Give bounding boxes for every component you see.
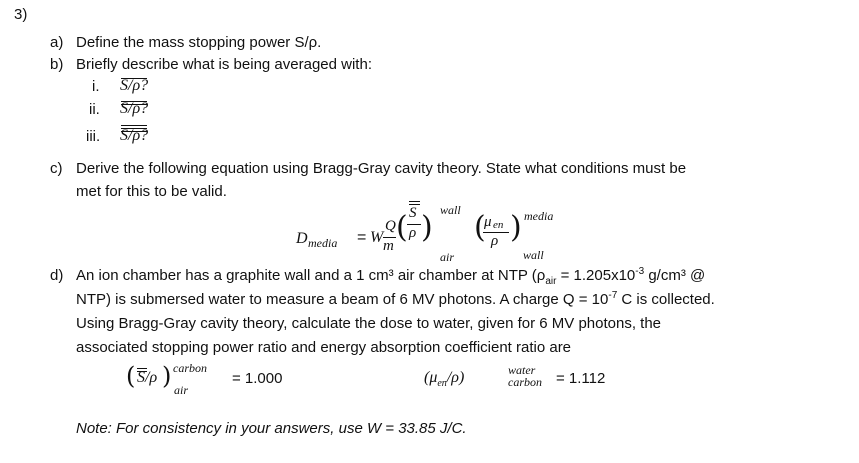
item-iii-expr: S/ρ?: [120, 127, 149, 144]
eq-rho: ρ: [409, 225, 417, 241]
part-d-line2: NTP) is submersed water to measure a beam of 6 MV photons. A charge $Q = 10^{-7}$ C is collected.: [76, 290, 715, 308]
eq-paren-close-1: ): [421, 210, 433, 245]
eq-en-sub: en: [493, 219, 504, 231]
eq-s: S: [409, 205, 417, 221]
ratio2-value: = 1.112: [556, 370, 606, 387]
ratio1-sup: carbon: [173, 361, 207, 375]
ratio2-expr: $(\mu_{en}/\rho)$: [424, 369, 465, 390]
part-d-line3: Using Bragg-Gray cavity theory, calculate the dose to water, given for 6 MV photons, the: [76, 315, 662, 332]
ratio1-value: = 1.000: [232, 370, 283, 387]
eq-rho-2: ρ: [491, 233, 499, 249]
eq-equals: =: [357, 229, 367, 246]
ratio1-expr: S/ρ: [137, 369, 158, 386]
part-a-label: a): [50, 34, 64, 51]
eq-m: m: [383, 238, 394, 254]
item-iii-label: iii.: [86, 128, 101, 145]
eq-media-sup: media: [524, 209, 554, 223]
eq-air-sub: air: [440, 250, 455, 264]
ratio1-paren-close: ): [162, 362, 172, 390]
eq-mu: μ: [484, 214, 492, 230]
ratio2-sub: carbon: [508, 375, 542, 389]
part-a-text: Define the mass stopping power S/ρ.: [76, 34, 322, 51]
item-ii-label: ii.: [89, 101, 100, 118]
eq-q: Q: [385, 218, 396, 234]
item-i-expr: S/ρ?: [120, 77, 149, 94]
ratio1-sub: air: [174, 383, 189, 397]
eq-wall-sub: wall: [523, 248, 544, 262]
ratio2-sup: water: [508, 363, 536, 377]
ratio1-paren-open: (: [126, 362, 136, 390]
part-c-label: c): [50, 160, 63, 177]
part-d-line4: associated stopping power ratio and energy absorption coefficient ratio are: [76, 339, 572, 356]
eq-w: W: [370, 229, 384, 246]
problem-number: 3): [14, 6, 28, 23]
item-i-label: i.: [92, 78, 100, 95]
eq-paren-close-2: ): [510, 210, 522, 245]
item-ii-expr: S/ρ?: [120, 100, 149, 117]
part-c-line2: met for this to be valid.: [76, 183, 227, 200]
eq-wall-sup: wall: [440, 203, 461, 217]
part-b-text: Briefly describe what is being averaged with:: [76, 56, 372, 73]
part-d-line1: An ion chamber has a graphite wall and a 1 cm³ air chamber at NTP ($\rho_{air} = 1.205x10^{-3}$ g/cm³ @: [76, 266, 706, 287]
part-b-label: b): [50, 56, 64, 73]
eq-dose-sub: media: [308, 236, 338, 250]
part-c-line1: Derive the following equation using Bragg-Gray cavity theory. State what conditions must be: [76, 160, 687, 177]
eq-dose-symbol: D: [296, 230, 308, 247]
eq-paren-open-2: (: [474, 210, 486, 245]
note-text: Note: For consistency in your answers, use W = 33.85 J/C.: [76, 420, 467, 437]
eq-s-bar-1: [409, 201, 420, 202]
eq-paren-open-1: (: [396, 210, 408, 245]
part-d-label: d): [50, 267, 64, 284]
